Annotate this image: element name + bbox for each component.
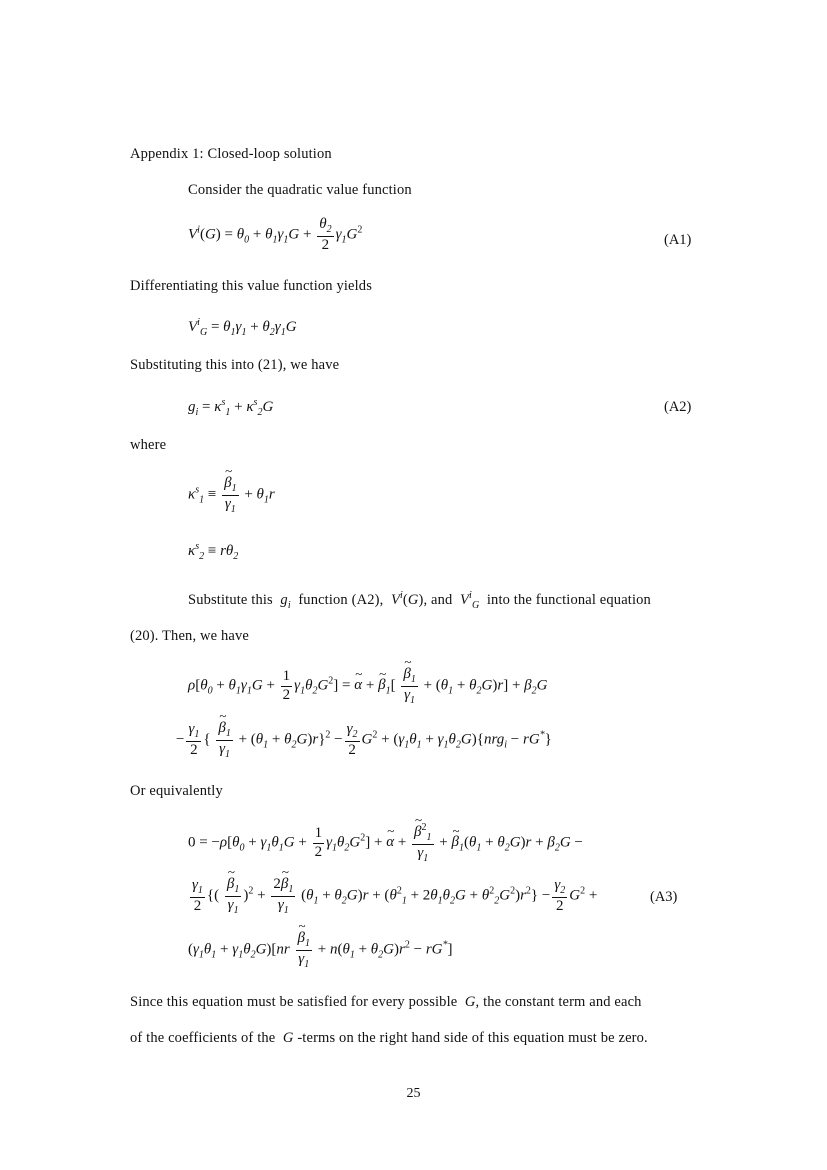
equation-label-a3: (A3) — [650, 889, 678, 905]
equation-kappa1: $\kappa^s_1$ ≡ ~ $\frac{\beta_1}{\gamma_1}$ + $\theta_1r$ — [188, 475, 275, 515]
equation-label-a1: (A1) — [664, 232, 692, 248]
equation-a3-line3: $(\gamma_1\theta_1 + \gamma_1\theta_2G)[nr$ ~ $\frac{\beta_1}{\gamma_1}$ + $n(\theta_1 + \theta_2G)r^2 - rG^*$] — [188, 930, 453, 970]
paragraph-where: where — [130, 437, 167, 453]
substitute-text-c: , and — [423, 591, 453, 608]
equation-a2: $g_i = \kappa^s_1 + \kappa^s_2G$ — [188, 397, 274, 418]
page-number: 25 — [406, 1086, 421, 1101]
equation-a3-line2: $\frac{\gamma_1}{2}$ {( ~ $\frac{\beta_1}{\gamma_1}$ )$^2$ + $\frac{2\sim \beta_1}{\gamma_1}$ $(\theta_1 + \theta_2G)r + (\theta^2_1 + 2\theta_1\theta_2G + \theta^2_2G^2)r^2$} − $\frac{\gamma_2}{2}$ $G^2$ + — [188, 876, 597, 916]
paragraph-then: (20). Then, we have — [130, 628, 249, 644]
equation-functional-line2: − $\frac{\gamma_1}{2}$ { ~ $\frac{\beta_1}{\gamma_1}$ + $(\theta_1 + \theta_2G)r\}^2$ − $\frac{\gamma_2}{2}$ $G^2 + (\gamma_1\theta_1 + \gamma_1\theta_2G)\{nrg_i - rG^*\}$ — [176, 720, 552, 760]
equation-label-a2: (A2) — [664, 399, 692, 415]
paragraph-differentiating: Differentiating this value function yields — [130, 278, 373, 294]
since-text-d: -terms on the right hand side of this equation must be zero. — [297, 1030, 648, 1046]
paragraph-equivalently: Or equivalently — [130, 783, 223, 799]
paragraph-since-line1: Since this equation must be satisfied for every possible G, the constant term and each — [130, 994, 642, 1010]
since-text-a: Since this equation must be satisfied for every possible — [130, 994, 458, 1010]
equation-a1: $V^i(G) = \theta_0 + \theta_1\gamma_1G$ + $\frac{\theta_2}{2}$ $\gamma_1G^2$ — [188, 216, 363, 253]
substitute-text-b: function (A2), — [298, 591, 384, 608]
appendix-heading: Appendix 1: Closed-loop solution — [130, 146, 332, 162]
equation-functional-line1: $\rho[\theta_0 + \theta_1\gamma_1G$ + $\frac{1}{2}$ $\gamma_1\theta_2G^2$] = ~ α + ~ $\beta_1$[ ~ $\frac{\beta_1}{\gamma_1}$ + $(\theta_1 + \theta_2G)r] + \beta_2G$ — [188, 666, 548, 706]
paragraph-since-line2: of the coefficients of the G -terms on the right hand side of this equation must be zero. — [130, 1030, 648, 1046]
substitute-text-d: into the functional equation — [486, 591, 651, 608]
since-text-b: , the constant term and each — [475, 994, 642, 1010]
equation-kappa2: $\kappa^s_2 \equiv r\theta_2$ — [188, 541, 239, 562]
equation-derivative: $V^i_G = \theta_1\gamma_1 + \theta_2\gamma_1G$ — [188, 317, 297, 338]
paragraph-substituting: Substituting this into (21), we have — [130, 357, 340, 373]
since-text-c: of the coefficients of the — [130, 1030, 276, 1046]
paragraph-substitute: Substitute this $g_i$ function (A2), $V^i(G)$, and $V^i_G$ into the functional equation — [188, 590, 651, 611]
equation-a3-line1: $0 = -\rho[\theta_0 + \gamma_1\theta_1G$ + $\frac{1}{2}$ $\gamma_1\theta_2G^2$] + ~ α + ~ $\frac{\beta^2_1}{\gamma_1}$ + ~ $\beta_1(\theta_1 + \theta_2G)r + \beta_2G$ − — [188, 822, 583, 864]
substitute-text-a: Substitute this — [188, 591, 273, 608]
paragraph-quadratic-value: Consider the quadratic value function — [188, 182, 412, 198]
